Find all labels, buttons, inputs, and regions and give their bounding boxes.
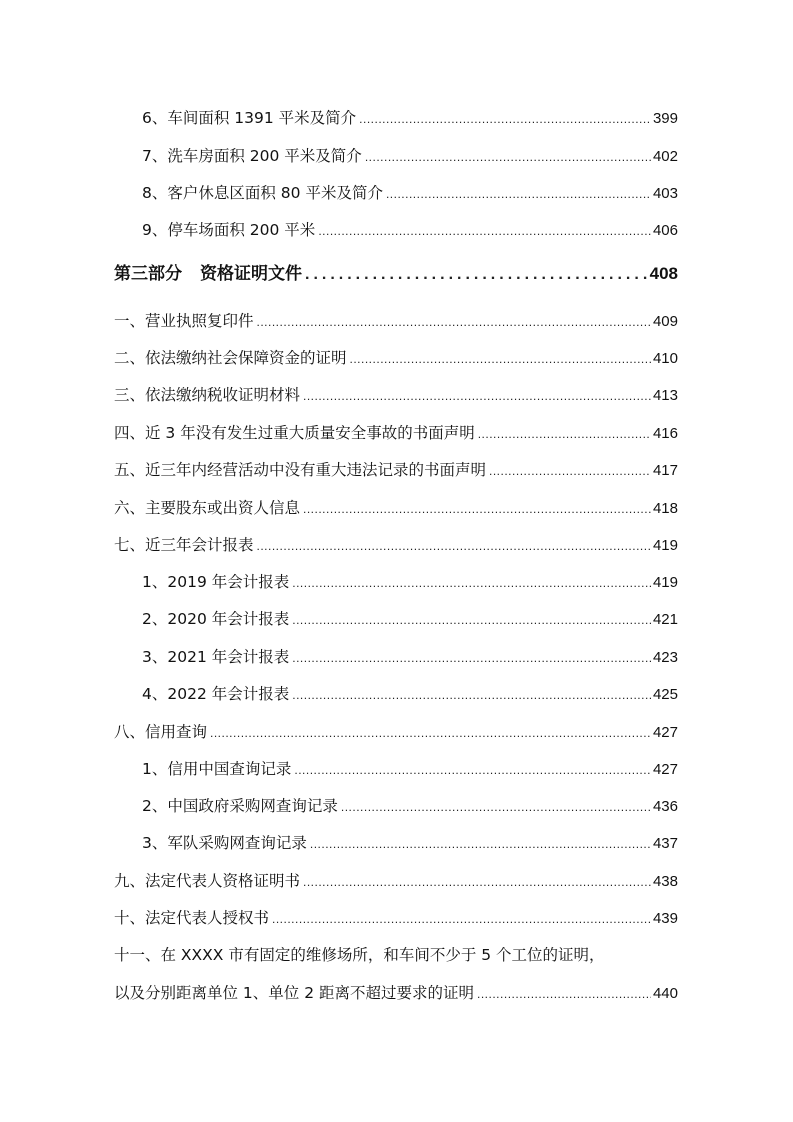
- dot-leader: [257, 311, 651, 333]
- dot-leader: [292, 684, 651, 706]
- toc-page-number: 409: [652, 313, 678, 330]
- toc-entry-label: 2、中国政府采购网查询记录: [142, 797, 338, 815]
- dot-leader: [489, 460, 651, 482]
- toc-entry-label: 1、2019 年会计报表: [142, 573, 290, 591]
- toc-page-number: 403: [652, 185, 678, 202]
- toc-entry[interactable]: [142, 219, 678, 242]
- toc-page-number: 399: [652, 110, 678, 127]
- toc-entry-label: 三、依法缴纳税收证明材料: [114, 386, 301, 404]
- toc-entry[interactable]: [114, 721, 678, 744]
- toc-entry-label: 六、主要股东或出资人信息: [114, 499, 301, 517]
- dot-leader: [303, 871, 651, 893]
- toc-page-number: 418: [652, 500, 678, 517]
- toc-entry-label: 一、营业执照复印件: [114, 312, 254, 330]
- toc-entry[interactable]: [142, 571, 678, 594]
- dot-leader: [272, 908, 651, 930]
- toc-entry[interactable]: [142, 795, 678, 818]
- toc-page-number: 427: [652, 724, 678, 741]
- toc-entry-label: 八、信用查询: [114, 723, 208, 741]
- toc-page-number: 417: [652, 462, 678, 479]
- toc-entry[interactable]: [142, 145, 678, 168]
- dot-leader: [318, 220, 651, 242]
- toc-entry-label: 4、2022 年会计报表: [142, 685, 290, 703]
- toc-entry[interactable]: [142, 646, 678, 669]
- toc-entry[interactable]: [142, 683, 678, 706]
- toc-entry-wrapped-line[interactable]: 十一、在 XXXX 市有固定的维修场所，和车间不少于 5 个工位的证明，: [114, 946, 605, 964]
- toc-entry[interactable]: [114, 534, 678, 557]
- toc-entry-label: 6、车间面积 1391 平米及简介: [142, 109, 357, 127]
- dot-leader: [292, 647, 651, 669]
- toc-entry-label: 2、2020 年会计报表: [142, 610, 290, 628]
- dot-leader: [292, 572, 651, 594]
- toc-page-number: 419: [652, 574, 678, 591]
- toc-entry-label: 3、2021 年会计报表: [142, 648, 290, 666]
- toc-entry-label: 7、洗车房面积 200 平米及简介: [142, 147, 362, 165]
- dot-leader: [359, 108, 651, 130]
- toc-page-number: 438: [652, 873, 678, 890]
- dot-leader: [478, 423, 651, 445]
- toc-part-heading[interactable]: [114, 263, 678, 286]
- toc-page-number: 421: [652, 611, 678, 628]
- toc-page-number: 436: [652, 798, 678, 815]
- toc-entry-label: 1、信用中国查询记录: [142, 760, 292, 778]
- dot-leader: [477, 983, 651, 1005]
- dot-leader: [386, 183, 651, 205]
- toc-entry[interactable]: [142, 107, 678, 130]
- toc-entry[interactable]: [114, 384, 678, 407]
- toc-entry[interactable]: [114, 907, 678, 930]
- part-title: 资格证明文件: [200, 264, 302, 284]
- dot-leader: [303, 498, 651, 520]
- toc-entry[interactable]: [114, 459, 678, 482]
- toc-entry[interactable]: [114, 347, 678, 370]
- toc-entry-label: 九、法定代表人资格证明书: [114, 872, 301, 890]
- toc-entry[interactable]: [114, 422, 678, 445]
- toc-entry[interactable]: [142, 608, 678, 631]
- toc-entry[interactable]: [142, 758, 678, 781]
- toc-entry[interactable]: [114, 497, 678, 520]
- part-number: 第三部分: [114, 264, 182, 284]
- toc-page-number: 427: [652, 761, 678, 778]
- toc-entry[interactable]: [114, 870, 678, 893]
- toc-page-number: 406: [652, 222, 678, 239]
- toc-page-number: 413: [652, 387, 678, 404]
- toc-entry-label: 十、法定代表人授权书: [114, 909, 270, 927]
- dot-leader: [257, 535, 651, 557]
- toc-page-number: 425: [652, 686, 678, 703]
- toc-entry-label: 以及分别距离单位 1、单位 2 距离不超过要求的证明: [114, 984, 475, 1002]
- dot-leader: [292, 609, 651, 631]
- toc-entry-label: 9、停车场面积 200 平米: [142, 221, 316, 239]
- dot-leader: [210, 722, 651, 744]
- toc-page-number: 416: [652, 425, 678, 442]
- dot-leader: [310, 833, 651, 855]
- toc-page-number: 437: [652, 835, 678, 852]
- toc-page-number: 402: [652, 148, 678, 165]
- toc-entry[interactable]: [142, 182, 678, 205]
- toc-page-number: 408: [649, 264, 678, 283]
- toc-entry-label: 8、客户休息区面积 80 平米及简介: [142, 184, 383, 202]
- toc-entry[interactable]: [142, 832, 678, 855]
- toc-entry-label: 3、军队采购网查询记录: [142, 834, 307, 852]
- toc-entry-label: 二、依法缴纳社会保障资金的证明: [114, 349, 347, 367]
- toc-page-number: 410: [652, 350, 678, 367]
- dot-leader: [303, 385, 651, 407]
- toc-entry[interactable]: [114, 310, 678, 333]
- toc-entry-label: 七、近三年会计报表: [114, 536, 254, 554]
- toc-entry-label: 五、近三年内经营活动中没有重大违法记录的书面声明: [114, 461, 487, 479]
- toc-entry-label: 四、近 3 年没有发生过重大质量安全事故的书面声明: [114, 424, 475, 442]
- toc-page-number: 419: [652, 537, 678, 554]
- dot-leader: [305, 264, 648, 286]
- dot-leader: [350, 348, 651, 370]
- toc-entry[interactable]: [114, 982, 678, 1005]
- dot-leader: [365, 146, 651, 168]
- toc-page-number: 423: [652, 649, 678, 666]
- dot-leader: [341, 796, 651, 818]
- dot-leader: [294, 759, 651, 781]
- toc-page-number: 440: [652, 985, 678, 1002]
- toc-page-number: 439: [652, 910, 678, 927]
